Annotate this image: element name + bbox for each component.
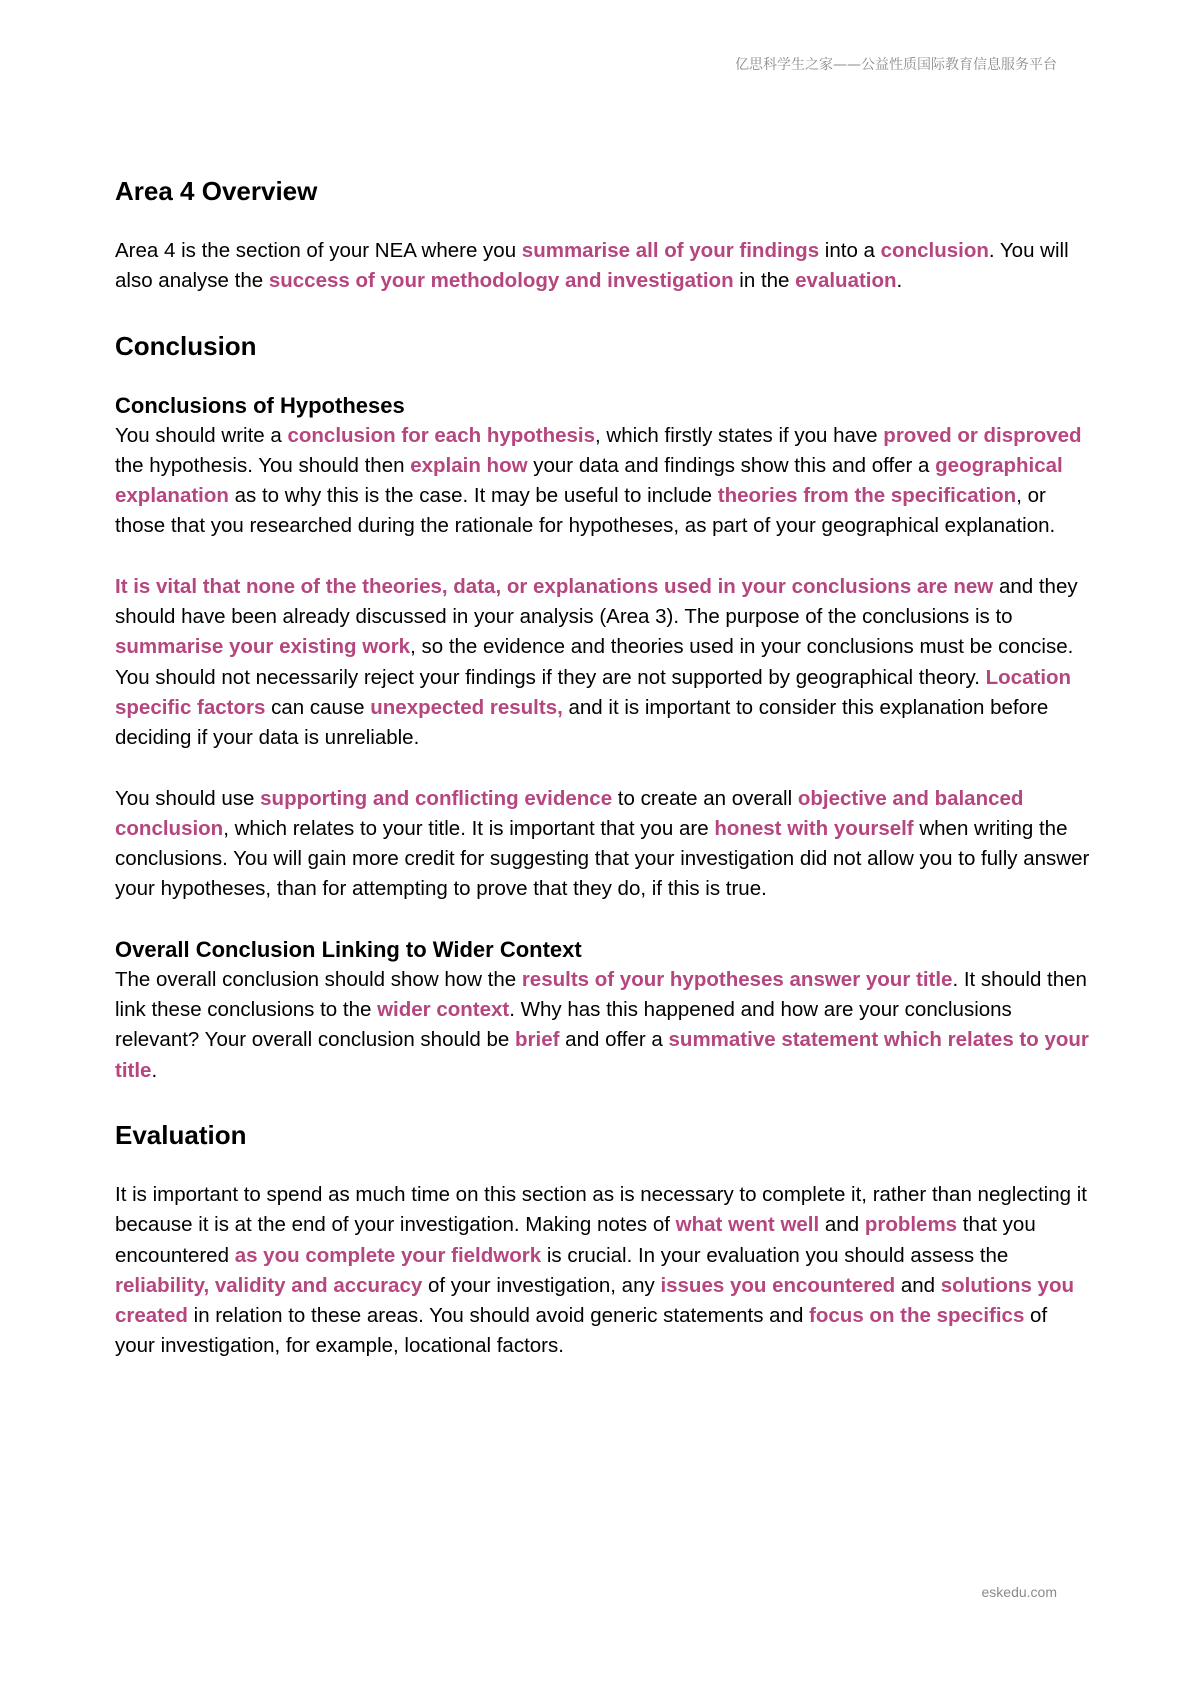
highlight-span: objective and balanced conclusion — [115, 786, 1024, 840]
highlight-span: problems — [864, 1213, 958, 1237]
highlight-span: supporting and conflicting evidence — [260, 786, 613, 810]
text-span: . Why has this happened and how are your conclusions relevant? Your overall conclusion should be — [115, 998, 1012, 1052]
text-span: when writing the conclusions. You will gain more credit for suggesting that your investigation did not allow you to fully answer your hypotheses, than for attempting to prove that they do, if this is true. — [115, 816, 1090, 901]
text-span: in the — [733, 269, 796, 293]
overview-paragraph — [115, 236, 1091, 297]
highlight-span: focus on the specifics — [809, 1304, 1025, 1328]
highlight-span: summative statement which relates to your title — [115, 1028, 1089, 1082]
document-body — [115, 174, 1091, 1362]
highlight-span: unexpected results, — [370, 695, 563, 719]
highlight-span: success of your methodology and investigation — [268, 269, 734, 293]
highlight-span: Location specific factors — [115, 665, 1072, 719]
overall-conclusion-paragraph — [115, 965, 1091, 1086]
highlight-span: as you complete your fieldwork — [234, 1243, 542, 1267]
highlight-span: proved or disproved — [883, 423, 1082, 447]
highlight-span: conclusion for each hypothesis — [287, 423, 596, 447]
highlight-span: evaluation — [795, 269, 897, 293]
evaluation-paragraph — [115, 1180, 1091, 1362]
conclusion-paragraph-1 — [115, 421, 1091, 542]
highlight-span: honest with yourself — [714, 816, 914, 840]
text-span: as to why this is the case. It may be useful to include — [228, 484, 718, 508]
text-span: can cause — [265, 695, 371, 719]
header-note: 亿思科学生之家——公益性质国际教育信息服务平台 — [735, 57, 1057, 73]
text-span: You should write a — [115, 423, 288, 447]
highlight-span: solutions you created — [115, 1273, 1074, 1328]
text-span: your data and findings show this and offer a — [527, 453, 936, 477]
heading-evaluation: Evaluation — [115, 1119, 247, 1150]
text-span: . — [151, 1058, 158, 1082]
text-span: . It should then link these conclusions to the — [115, 967, 1087, 1022]
text-span: , which relates to your title. It is important that you are — [223, 816, 715, 840]
highlight-span: what went well — [675, 1213, 820, 1237]
highlight-span: theories from the specification — [717, 484, 1017, 508]
text-span: of your investigation, for example, locational factors. — [115, 1304, 1048, 1358]
highlight-span: conclusion — [880, 239, 989, 262]
highlight-span: wider context — [377, 998, 510, 1022]
text-span: that you encountered — [115, 1213, 1036, 1267]
conclusion-paragraph-3 — [115, 784, 1091, 905]
text-span: and it is important to consider this explanation before deciding if your data is unreliable. — [115, 695, 1049, 750]
text-span: to create an overall — [612, 786, 798, 810]
text-span: into a — [819, 239, 881, 262]
subheading-overall-conclusion: Overall Conclusion Linking to Wider Context — [115, 936, 582, 962]
text-span: Area 4 is the section of your NEA where you — [115, 239, 522, 262]
text-span: and offer a — [559, 1028, 669, 1052]
text-span: . — [896, 269, 903, 293]
text-span: and — [819, 1213, 865, 1237]
heading-area-4-overview: Area 4 Overview — [115, 176, 318, 206]
text-span: the hypothesis. You should then — [115, 453, 411, 477]
text-span: is crucial. In your evaluation you should assess the — [541, 1243, 1009, 1267]
text-span: . You will also analyse the — [115, 239, 1069, 293]
text-span: of your investigation, any — [422, 1273, 661, 1297]
highlight-span: It is vital that none of the theories, data, or explanations used in your conclusions are new — [115, 574, 994, 598]
highlight-span: brief — [515, 1028, 560, 1052]
highlight-span: summarise your existing work — [115, 635, 411, 659]
subheading-conclusions-of-hypotheses: Conclusions of Hypotheses — [115, 392, 405, 418]
text-span: , which firstly states if you have — [595, 423, 884, 447]
highlight-span: results of your hypotheses answer your title — [521, 967, 953, 991]
highlight-span: issues you encountered — [660, 1273, 896, 1297]
text-span: and — [895, 1273, 941, 1297]
text-span: , so the evidence and theories used in your conclusions must be concise. You should not necessarily reject your findings if they are not supported by geographical theory. — [115, 635, 1074, 689]
conclusion-paragraph-2 — [115, 572, 1091, 754]
text-span: The overall conclusion should show how the — [115, 967, 522, 991]
text-span: and they should have been already discussed in your analysis (Area 3). The purpose of the conclusions is to — [115, 574, 1078, 629]
highlight-span: explain how — [410, 453, 528, 477]
text-span: You should use — [115, 786, 261, 810]
footer-note: eskedu.com — [981, 1584, 1057, 1600]
highlight-span: geographical explanation — [115, 453, 1063, 508]
highlight-span: reliability, validity and accuracy — [115, 1273, 423, 1297]
highlight-span: summarise all of your findings — [521, 239, 820, 262]
text-span: , or those that you researched during the rationale for hypotheses, as part of your geographical explanation. — [115, 484, 1056, 538]
text-span: in relation to these areas. You should avoid generic statements and — [187, 1304, 810, 1328]
text-span: It is important to spend as much time on this section as is necessary to complete it, rather than neglecting it because it is at the end of your investigation. Making notes of — [115, 1182, 1087, 1237]
heading-conclusion: Conclusion — [115, 330, 257, 361]
